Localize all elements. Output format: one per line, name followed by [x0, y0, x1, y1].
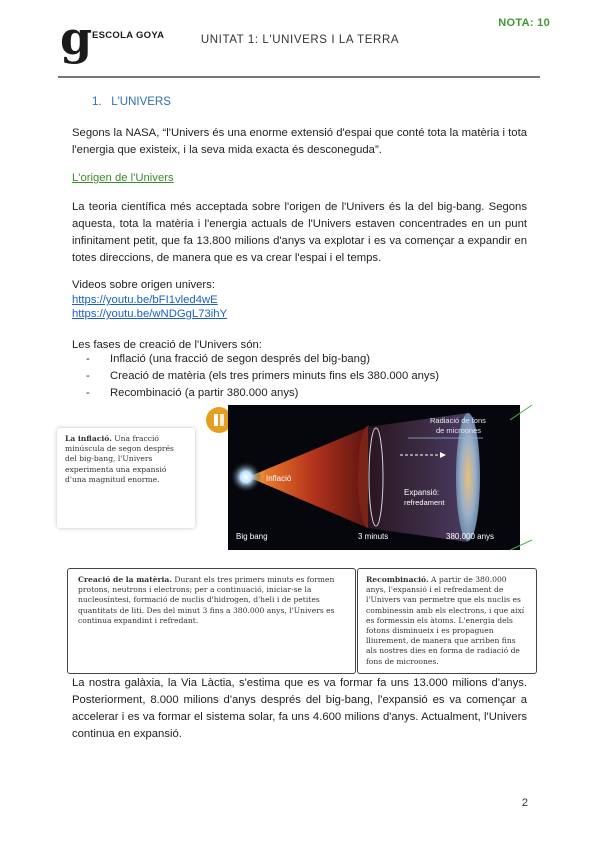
school-logo-text: ESCOLA GOYA: [92, 30, 165, 41]
phase-label: Inflació (una fracció de segon després del big-bang): [110, 353, 370, 365]
list-item: [86, 385, 530, 402]
caption-inflacio-text: Una fracció minúscula de segon després del big-bang, l'Univers experimenta una expansió d'una magnitud enorme.: [65, 434, 174, 484]
caption-recombinacio-title: Recombinació.: [366, 575, 429, 584]
bullet-dash: -: [86, 370, 90, 382]
phases-intro: Les fases de creació de l'Univers són:: [72, 339, 262, 351]
big-bang-illustration: [228, 405, 520, 550]
label-radiacio-1: Radiació de fons: [430, 416, 486, 425]
label-3-minuts: 3 minuts: [358, 532, 389, 541]
caption-recombinacio: [357, 568, 537, 674]
caption-inflacio: [57, 428, 195, 528]
grade-label: NOTA: 10: [498, 17, 550, 29]
caption-recombinacio-text: A partir de 380.000 anys, l'expansió i el refredament de l'Univers van permetre que els nuclis es combinessin amb els electrons, i que així es formessin els àtoms. L'energia dels fotons disminueix i es propaguen lliurement, de manera que arriben fins als nostres dies en forma de radiació de fons de microones.: [366, 575, 525, 666]
phase-label: Recombinació (a partir 380.000 anys): [110, 387, 299, 399]
origin-paragraph: La teoria científica més acceptada sobre l'origen de l'Univers és la del big-bang. Segons aquesta, tota la matèria i l'energia actuals de l'Univers estaven concentrades en un punt infinitament petit, que fa 13.800 milions d'anys va explotar i es va començar a expandir en totes direccions, de manera que es va crear l'espai i el temps.: [72, 201, 527, 264]
caption-materia-text: Durant els tres primers minuts es formen protons, neutrons i electrons; per a continuació, iniciar-se la nucleosíntesi, formació de nuclis d'hidrogen, d'heli i de petites quantitats de liti. Des del minut 3 fins a 380.000 anys, l'Univers es continua expandint i refredant.: [78, 575, 335, 625]
section-title-text: L'UNIVERS: [111, 96, 171, 108]
header-divider: [58, 76, 540, 78]
label-inflacio: Inflació: [266, 474, 292, 483]
phases-list: [86, 351, 530, 402]
bullet-dash: -: [86, 387, 90, 399]
phase-label: Creació de matèria (els tres primers minuts fins els 380.000 anys): [110, 370, 439, 382]
definition-paragraph: Segons la NASA, “l'Univers és una enorme extensió d'espai que conté tota la matèria i tota l'energia que existeix, i la seva mida exacta és desconeguda”.: [72, 127, 527, 156]
callout-lines: [510, 400, 540, 555]
video-link-2[interactable]: https://youtu.be/wNDGgL73ihY: [72, 308, 228, 320]
page-number: 2: [521, 797, 528, 809]
unit-title: UNITAT 1: L'UNIVERS I LA TERRA: [200, 34, 400, 46]
big-bang-diagram: [228, 405, 520, 550]
list-item: [86, 351, 530, 368]
label-expansio: Expansió:: [404, 488, 440, 497]
label-refredament: refredament: [404, 498, 445, 507]
origin-heading: L'origen de l'Univers: [72, 172, 174, 184]
section-number: 1.: [92, 96, 102, 108]
list-item: [86, 368, 530, 385]
label-radiacio-2: de microones: [436, 426, 482, 435]
videos-label: Videos sobre origen univers:: [72, 279, 215, 291]
section-title: [92, 96, 171, 108]
caption-inflacio-title: La inflació.: [65, 434, 112, 443]
label-big-bang: Big bang: [236, 532, 268, 541]
closing-paragraph: La nostra galàxia, la Via Làctia, s'estima que es va formar fa uns 13.000 milions d'anys. Posteriorment, 8.000 milions d'anys després del big-bang, l'expansió es va començar a accelerar i es va formar el sistema solar, fa uns 4.600 milions d'anys. Actualment, l'Univers continua en expansió.: [72, 677, 527, 740]
caption-materia-title: Creació de la matèria.: [78, 575, 172, 584]
video-link-2-wrap: [72, 306, 227, 323]
bullet-dash: -: [86, 353, 90, 365]
video-link-1[interactable]: https://youtu.be/bFI1vled4wE: [72, 294, 218, 306]
caption-materia: [67, 568, 356, 674]
school-logo: g: [60, 11, 93, 65]
label-380000-anys: 380.000 anys: [446, 532, 495, 541]
